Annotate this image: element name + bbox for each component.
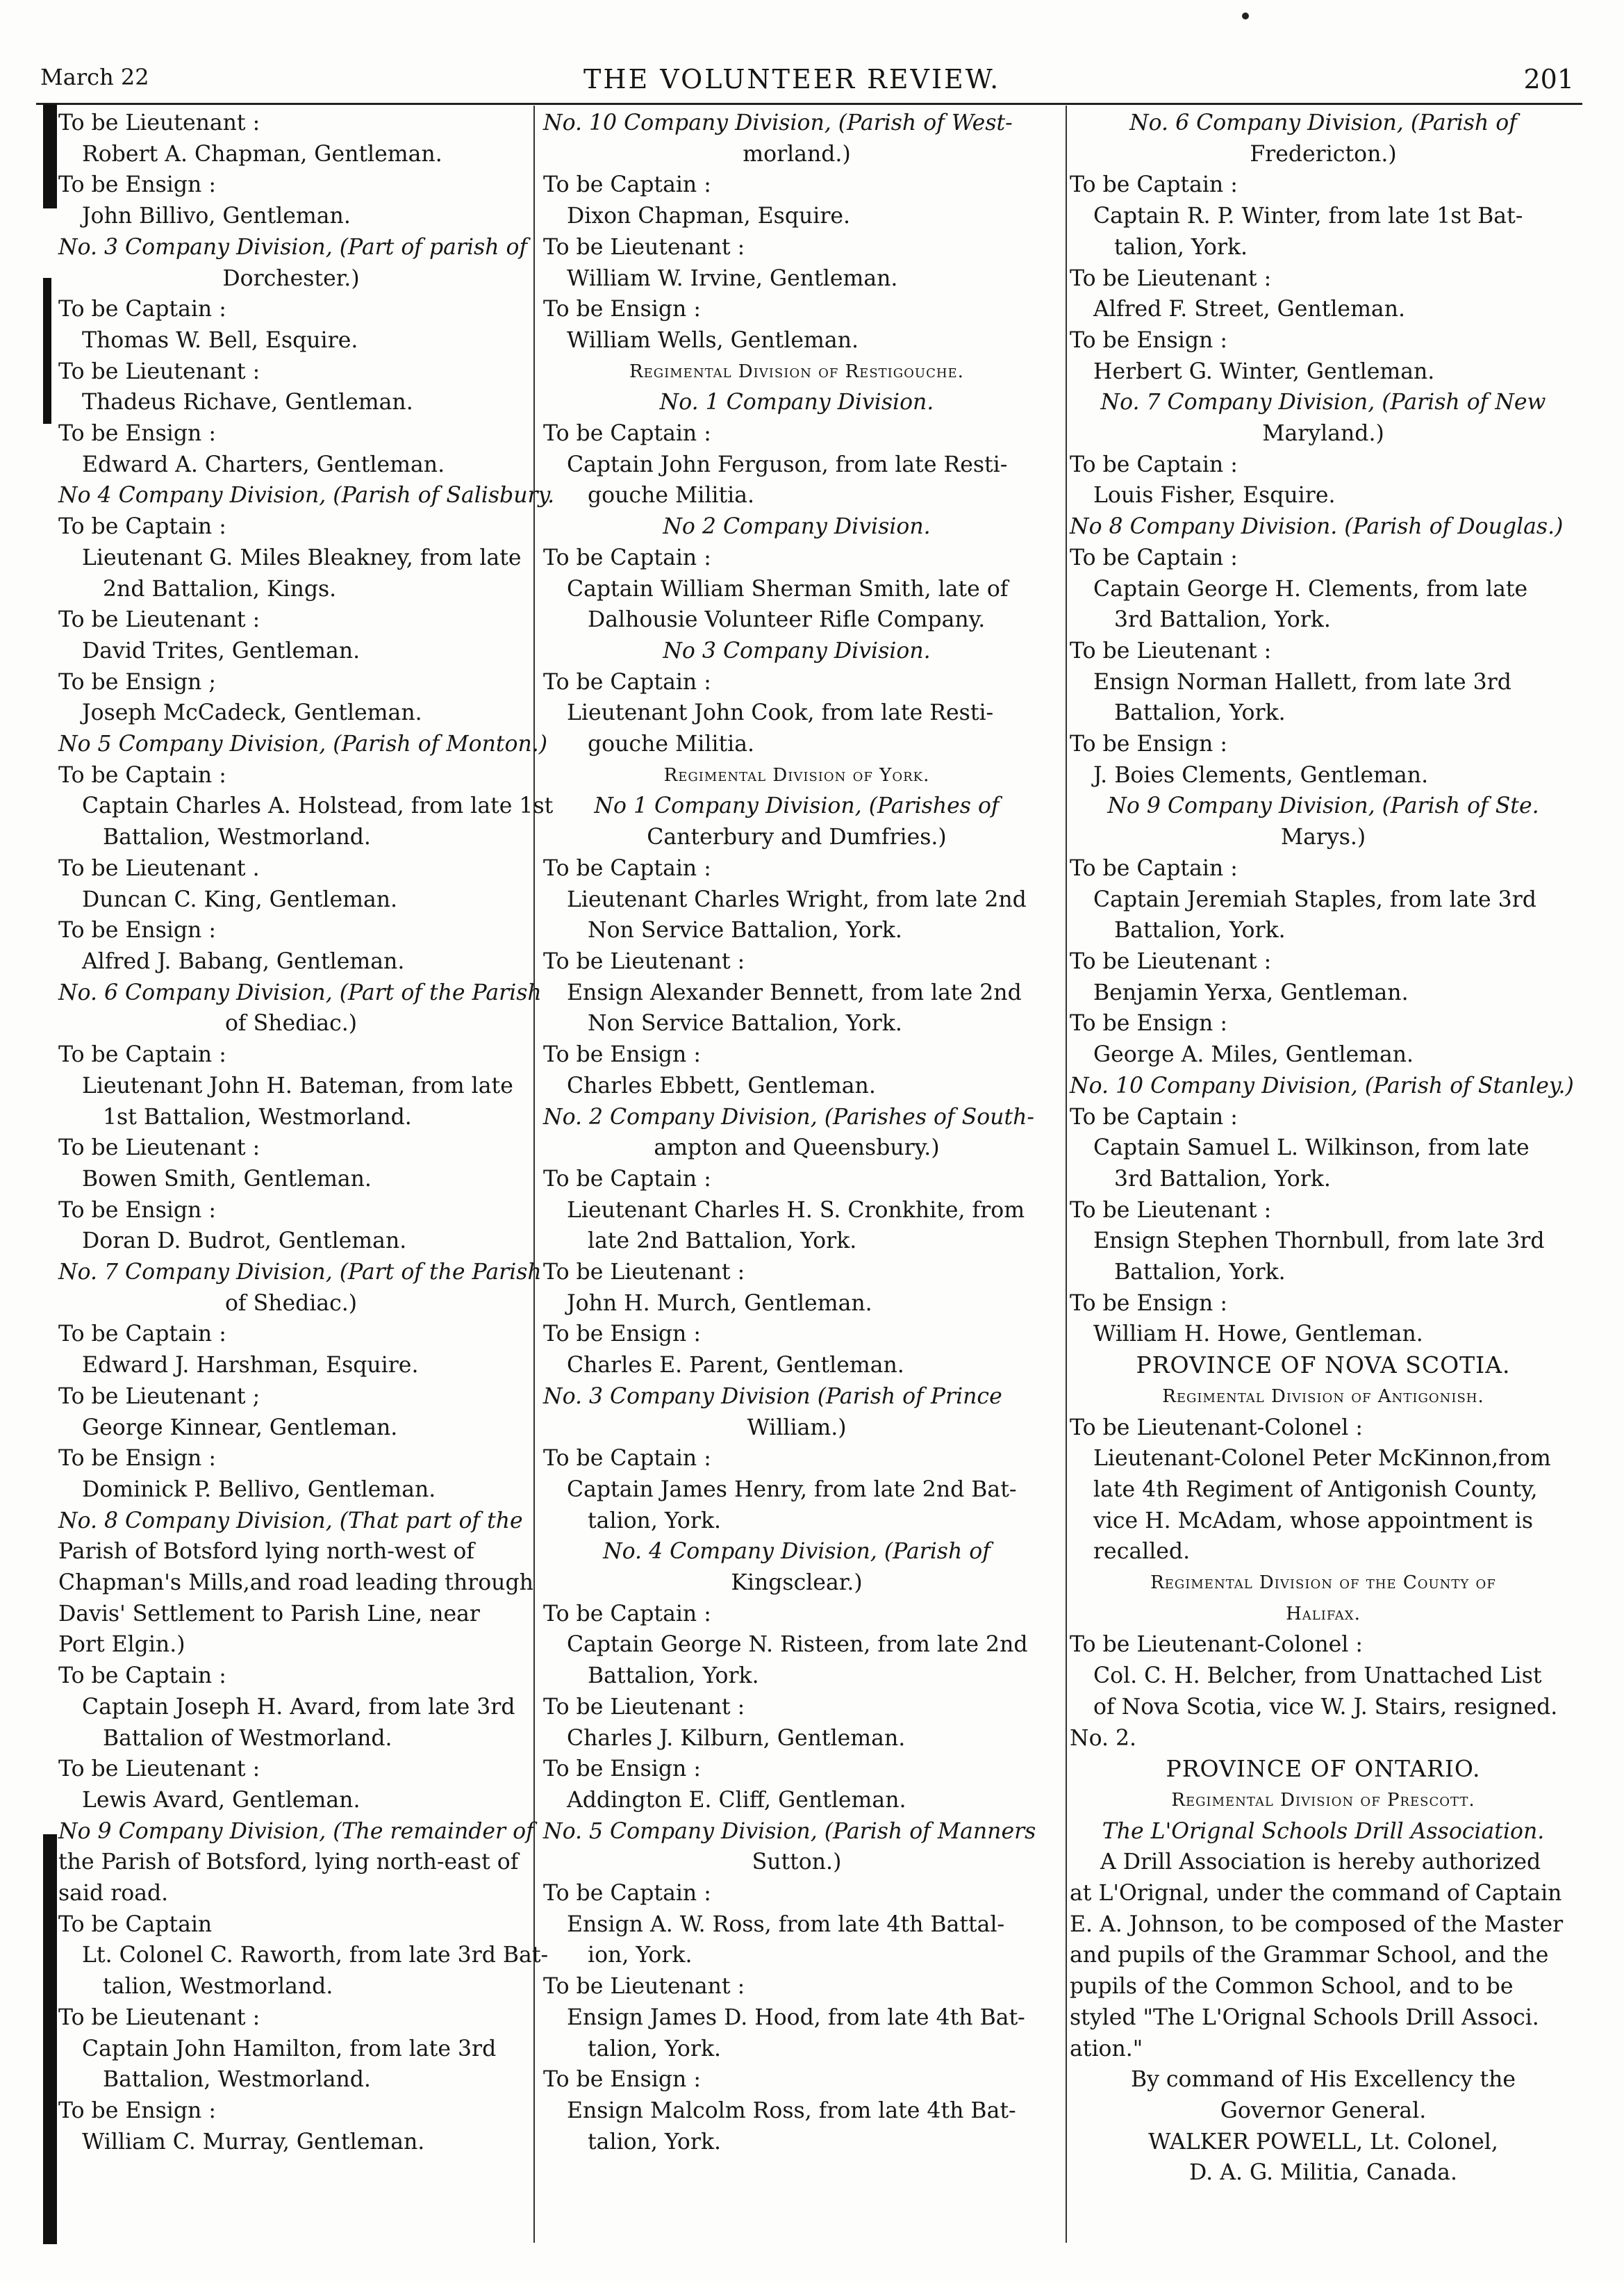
appointee-line: Robert A. Chapman, Gentleman. bbox=[82, 141, 442, 167]
appointee-line: Captain John Ferguson, from late Resti- bbox=[567, 452, 1008, 477]
rank-line: To be Captain : bbox=[1070, 172, 1238, 198]
appointee-line: Captain Charles A. Holstead, from late 1st bbox=[82, 793, 554, 819]
appointee-line: talion, York. bbox=[588, 2129, 722, 2155]
company-division-heading: No 1 Company Division, (Parishes of bbox=[594, 793, 1000, 819]
appointee-line: Alfred F. Street, Gentleman. bbox=[1093, 297, 1406, 322]
text-line: at L'Orignal, under the command of Captain bbox=[1070, 1881, 1562, 1907]
text-line: Dorchester.) bbox=[222, 265, 360, 291]
appointee-line: of Nova Scotia, vice W. J. Stairs, resigned. bbox=[1093, 1694, 1558, 1720]
rank-line: To be Ensign : bbox=[1070, 327, 1227, 353]
header-rule bbox=[36, 103, 1582, 105]
column-divider bbox=[533, 106, 535, 2243]
appointee-line: Lieutenant-Colonel Peter McKinnon,from bbox=[1093, 1446, 1551, 1472]
text-line: Port Elgin.) bbox=[58, 1632, 185, 1658]
rank-line: To be Captain : bbox=[543, 421, 711, 447]
rank-line: To be Captain : bbox=[1070, 545, 1238, 570]
rank-line: To be Ensign : bbox=[58, 172, 216, 198]
rank-line: To be Ensign : bbox=[58, 1197, 216, 1223]
province-heading: PROVINCE OF NOVA SCOTIA. bbox=[1136, 1351, 1511, 1379]
rank-line: To be Captain : bbox=[58, 1663, 226, 1689]
appointee-line: Battalion of Westmorland. bbox=[103, 1725, 392, 1751]
appointee-line: 1st Battalion, Westmorland. bbox=[103, 1104, 412, 1130]
rank-line: To be Ensign : bbox=[543, 1042, 701, 1068]
appointee-line: Addington E. Cliff, Gentleman. bbox=[567, 1787, 906, 1813]
rank-line: To be Lieutenant : bbox=[1070, 1197, 1272, 1223]
appointee-line: Duncan C. King, Gentleman. bbox=[82, 887, 398, 912]
appointee-line: Battalion, Westmorland. bbox=[103, 2067, 371, 2093]
rank-line: To be Ensign : bbox=[543, 1756, 701, 1782]
rank-line: To be Captain : bbox=[1070, 1104, 1238, 1130]
text-line: of Shediac.) bbox=[224, 1290, 358, 1316]
regimental-division-heading: Regimental Division of Antigonish. bbox=[1162, 1385, 1484, 1407]
text-line: ation." bbox=[1070, 2036, 1143, 2061]
appointee-line: Col. C. H. Belcher, from Unattached List bbox=[1093, 1663, 1542, 1689]
column-divider bbox=[1066, 106, 1067, 2243]
company-division-heading: No. 7 Company Division, (Parish of New bbox=[1100, 390, 1546, 415]
rank-line: To be Captain : bbox=[543, 1601, 711, 1627]
text-line: ampton and Queensbury.) bbox=[654, 1135, 940, 1161]
company-division-heading: No. 4 Company Division, (Parish of bbox=[603, 1539, 991, 1565]
appointee-line: Thomas W. Bell, Esquire. bbox=[82, 327, 358, 353]
rank-line: To be Lieutenant : bbox=[1070, 265, 1272, 291]
appointee-line: Herbert G. Winter, Gentleman. bbox=[1093, 359, 1435, 384]
appointee-line: late 2nd Battalion, York. bbox=[588, 1228, 857, 1254]
text-line: E. A. Johnson, to be composed of the Master bbox=[1070, 1911, 1564, 1937]
rank-line: To be Captain : bbox=[543, 172, 711, 198]
company-division-heading: No 9 Company Division, (The remainder of bbox=[58, 1818, 534, 1844]
appointee-line: Dalhousie Volunteer Rifle Company. bbox=[588, 607, 986, 633]
rank-line: To be Ensign : bbox=[1070, 1011, 1227, 1037]
appointee-line: Bowen Smith, Gentleman. bbox=[82, 1166, 372, 1192]
text-line: No. 2. bbox=[1070, 1725, 1137, 1751]
appointee-line: John H. Murch, Gentleman. bbox=[567, 1290, 872, 1316]
regimental-division-heading: Regimental Division of York. bbox=[663, 764, 930, 786]
appointee-line: Louis Fisher, Esquire. bbox=[1093, 483, 1336, 509]
regimental-division-heading: Regimental Division of the County of bbox=[1150, 1572, 1496, 1594]
text-line: Marys.) bbox=[1280, 825, 1366, 850]
company-division-heading: No. 1 Company Division. bbox=[659, 390, 934, 415]
company-division-heading: No 9 Company Division, (Parish of Ste. bbox=[1107, 793, 1539, 819]
appointee-line: Ensign Malcolm Ross, from late 4th Bat- bbox=[567, 2098, 1016, 2123]
rank-line: To be Ensign : bbox=[58, 1446, 216, 1472]
appointee-line: Captain George N. Risteen, from late 2nd bbox=[567, 1632, 1028, 1658]
rank-line: To be Captain : bbox=[58, 297, 226, 322]
rank-line: To be Captain : bbox=[543, 1166, 711, 1192]
text-line: the Parish of Botsford, lying north-east of bbox=[58, 1850, 519, 1875]
appointee-line: William C. Murray, Gentleman. bbox=[82, 2129, 425, 2155]
rank-line: To be Captain bbox=[58, 1911, 213, 1937]
rank-line: To be Lieutenant-Colonel : bbox=[1070, 1415, 1363, 1440]
rank-line: To be Ensign : bbox=[1070, 732, 1227, 757]
appointee-line: talion, York. bbox=[588, 1508, 722, 1533]
text-line: By command of His Excellency the bbox=[1130, 2067, 1516, 2093]
rank-line: To be Captain : bbox=[543, 1446, 711, 1472]
appointee-line: 2nd Battalion, Kings. bbox=[103, 576, 337, 602]
rank-line: To be Lieutenant : bbox=[58, 110, 260, 135]
text-line: Sutton.) bbox=[752, 1850, 842, 1875]
appointee-line: William Wells, Gentleman. bbox=[567, 327, 859, 353]
rank-line: To be Lieutenant : bbox=[1070, 948, 1272, 974]
appointee-line: Joseph McCadeck, Gentleman. bbox=[82, 700, 422, 726]
company-division-heading: No 2 Company Division. bbox=[663, 514, 931, 540]
company-division-heading: No. 8 Company Division, (That part of the bbox=[58, 1508, 523, 1533]
appointee-line: Edward A. Charters, Gentleman. bbox=[82, 452, 445, 477]
rank-line: To be Captain : bbox=[58, 1042, 226, 1068]
appointee-line: vice H. McAdam, whose appointment is bbox=[1093, 1508, 1533, 1533]
rank-line: To be Ensign ; bbox=[58, 669, 216, 695]
rank-line: To be Ensign : bbox=[543, 297, 701, 322]
column-1 bbox=[58, 108, 555, 2157]
appointee-line: talion, Westmorland. bbox=[103, 1974, 333, 2000]
rank-line: To be Ensign : bbox=[58, 918, 216, 944]
appointee-line: Captain Samuel L. Wilkinson, from late bbox=[1093, 1135, 1530, 1161]
company-division-heading: No. 6 Company Division, (Parish of bbox=[1129, 110, 1517, 135]
rank-line: To be Captain : bbox=[543, 855, 711, 881]
scan-edge-shadow bbox=[43, 278, 51, 424]
rank-line: To be Lieutenant : bbox=[1070, 638, 1272, 664]
rank-line: To be Lieutenant : bbox=[58, 2004, 260, 2030]
company-division-heading: No 3 Company Division. bbox=[663, 638, 931, 664]
appointee-line: Lieutenant Charles H. S. Cronkhite, from bbox=[567, 1197, 1025, 1223]
text-line: D. A. G. Militia, Canada. bbox=[1189, 2160, 1457, 2186]
text-line: morland.) bbox=[743, 141, 851, 167]
appointee-line: gouche Militia. bbox=[588, 732, 755, 757]
company-division-heading: No. 7 Company Division, (Part of the Parish bbox=[58, 1260, 542, 1285]
appointee-line: Captain George H. Clements, from late bbox=[1093, 576, 1528, 602]
appointee-line: Lieutenant Charles Wright, from late 2nd bbox=[567, 887, 1027, 912]
text-line: said road. bbox=[58, 1881, 169, 1907]
company-division-heading: No 5 Company Division, (Parish of Monton.) bbox=[58, 732, 548, 757]
company-division-heading: The L'Orignal Schools Drill Association. bbox=[1102, 1818, 1545, 1844]
rank-line: To be Ensign : bbox=[58, 2098, 216, 2123]
rank-line: To be Ensign : bbox=[543, 1321, 701, 1347]
appointee-line: Lieutenant John H. Bateman, from late bbox=[82, 1073, 513, 1098]
appointee-line: Lewis Avard, Gentleman. bbox=[82, 1787, 361, 1813]
appointee-line: Non Service Battalion, York. bbox=[588, 1011, 902, 1037]
text-line: Parish of Botsford lying north-west of bbox=[58, 1539, 474, 1565]
rank-line: To be Captain : bbox=[543, 545, 711, 570]
rank-line: To be Ensign : bbox=[58, 421, 216, 447]
appointee-line: George A. Miles, Gentleman. bbox=[1093, 1042, 1414, 1068]
appointee-line: Ensign A. W. Ross, from late 4th Battal- bbox=[567, 1911, 1005, 1937]
rank-line: To be Lieutenant : bbox=[58, 607, 260, 633]
appointee-line: Captain Joseph H. Avard, from late 3rd bbox=[82, 1694, 515, 1720]
company-division-heading: No. 5 Company Division, (Parish of Manners bbox=[543, 1818, 1036, 1844]
text-line: Davis' Settlement to Parish Line, near bbox=[58, 1601, 480, 1627]
company-division-heading: No. 2 Company Division, (Parishes of South- bbox=[543, 1104, 1035, 1130]
text-line: styled "The L'Orignal Schools Drill Associ. bbox=[1070, 2004, 1539, 2030]
appointee-line: William W. Irvine, Gentleman. bbox=[567, 265, 898, 291]
rank-line: To be Ensign : bbox=[1070, 1290, 1227, 1316]
appointee-line: Captain William Sherman Smith, late of bbox=[567, 576, 1009, 602]
text-line: WALKER POWELL, Lt. Colonel, bbox=[1148, 2129, 1498, 2155]
text-line: A Drill Association is hereby authorized bbox=[1100, 1850, 1541, 1875]
text-line: Kingsclear.) bbox=[731, 1570, 863, 1596]
appointee-line: William H. Howe, Gentleman. bbox=[1093, 1321, 1423, 1347]
text-line: of Shediac.) bbox=[224, 1011, 358, 1037]
appointee-line: Captain Jeremiah Staples, from late 3rd bbox=[1093, 887, 1536, 912]
appointee-line: Battalion, York. bbox=[1114, 1260, 1286, 1285]
appointee-line: Dixon Chapman, Esquire. bbox=[567, 204, 851, 229]
appointee-line: recalled. bbox=[1093, 1539, 1191, 1565]
company-division-heading: No 4 Company Division, (Parish of Salisbury. bbox=[58, 483, 555, 509]
text-line: Canterbury and Dumfries.) bbox=[647, 825, 947, 850]
company-division-heading: No. 10 Company Division, (Parish of Stanley.) bbox=[1070, 1073, 1574, 1098]
appointee-line: Charles J. Kilburn, Gentleman. bbox=[567, 1725, 906, 1751]
appointee-line: Battalion, York. bbox=[1114, 918, 1286, 944]
appointee-line: Alfred J. Babang, Gentleman. bbox=[82, 948, 405, 974]
appointee-line: gouche Militia. bbox=[588, 483, 755, 509]
appointee-line: Dominick P. Bellivo, Gentleman. bbox=[82, 1476, 436, 1502]
appointee-line: Non Service Battalion, York. bbox=[588, 918, 902, 944]
appointee-line: talion, York. bbox=[588, 2036, 722, 2061]
column-2 bbox=[543, 108, 1050, 2157]
regimental-division-heading: Regimental Division of Restigouche. bbox=[629, 361, 964, 382]
appointee-line: Ensign Norman Hallett, from late 3rd bbox=[1093, 669, 1511, 695]
company-division-heading: No. 10 Company Division, (Parish of West- bbox=[543, 110, 1013, 135]
appointee-line: late 4th Regiment of Antigonish County, bbox=[1093, 1476, 1538, 1502]
appointee-line: Captain R. P. Winter, from late 1st Bat- bbox=[1093, 204, 1523, 229]
appointee-line: Charles E. Parent, Gentleman. bbox=[567, 1353, 904, 1378]
appointee-line: Charles Ebbett, Gentleman. bbox=[567, 1073, 876, 1098]
text-line: and pupils of the Grammar School, and the bbox=[1070, 1943, 1549, 1968]
appointee-line: Battalion, York. bbox=[588, 1663, 759, 1689]
appointee-line: 3rd Battalion, York. bbox=[1114, 1166, 1331, 1192]
rank-line: To be Captain : bbox=[1070, 855, 1238, 881]
text-line: Fredericton.) bbox=[1250, 141, 1397, 167]
regimental-division-heading: Regimental Division of Prescott. bbox=[1171, 1789, 1475, 1811]
appointee-line: Captain John Hamilton, from late 3rd bbox=[82, 2036, 497, 2061]
appointee-line: Captain James Henry, from late 2nd Bat- bbox=[567, 1476, 1017, 1502]
province-heading: PROVINCE OF ONTARIO. bbox=[1166, 1755, 1481, 1783]
appointee-line: Ensign James D. Hood, from late 4th Bat- bbox=[567, 2004, 1025, 2030]
appointee-line: Lieutenant G. Miles Bleakney, from late bbox=[82, 545, 522, 570]
appointee-line: 3rd Battalion, York. bbox=[1114, 607, 1331, 633]
rank-line: To be Lieutenant-Colonel : bbox=[1070, 1632, 1363, 1658]
rank-line: To be Captain : bbox=[543, 1881, 711, 1907]
appointee-line: Edward J. Harshman, Esquire. bbox=[82, 1353, 419, 1378]
appointee-line: Thadeus Richave, Gentleman. bbox=[82, 390, 413, 415]
rank-line: To be Captain : bbox=[1070, 452, 1238, 477]
text-line: Chapman's Mills,and road leading through bbox=[58, 1570, 533, 1596]
rank-line: To be Lieutenant : bbox=[58, 1756, 260, 1782]
header-page-number: 201 bbox=[1523, 64, 1574, 94]
header-title: THE VOLUNTEER REVIEW. bbox=[583, 64, 1001, 94]
text-line: pupils of the Common School, and to be bbox=[1070, 1974, 1514, 2000]
rank-line: To be Captain : bbox=[58, 514, 226, 540]
appointee-line: George Kinnear, Gentleman. bbox=[82, 1415, 398, 1440]
appointee-line: ion, York. bbox=[588, 1943, 693, 1968]
appointee-line: Benjamin Yerxa, Gentleman. bbox=[1093, 980, 1409, 1005]
rank-line: To be Lieutenant : bbox=[543, 948, 745, 974]
appointee-line: Ensign Alexander Bennett, from late 2nd bbox=[567, 980, 1022, 1005]
appointee-line: Ensign Stephen Thornbull, from late 3rd bbox=[1093, 1228, 1545, 1254]
company-division-heading: No. 6 Company Division, (Part of the Parish bbox=[58, 980, 542, 1005]
rank-line: To be Lieutenant ; bbox=[58, 1383, 260, 1409]
company-division-heading: No 8 Company Division. (Parish of Douglas.) bbox=[1070, 514, 1564, 540]
company-division-heading: No. 3 Company Division (Parish of Prince bbox=[543, 1383, 1002, 1409]
appointee-line: John Billivo, Gentleman. bbox=[82, 204, 351, 229]
ink-dot bbox=[1242, 13, 1249, 19]
rank-line: To be Captain : bbox=[543, 669, 711, 695]
rank-line: To be Ensign : bbox=[543, 2067, 701, 2093]
rank-line: To be Captain : bbox=[58, 762, 226, 788]
rank-line: To be Lieutenant : bbox=[543, 1694, 745, 1720]
appointee-line: Lieutenant John Cook, from late Resti- bbox=[567, 700, 994, 726]
company-division-heading: No. 3 Company Division, (Part of parish of bbox=[58, 234, 528, 260]
header-date: March 22 bbox=[40, 64, 149, 90]
rank-line: To be Lieutenant : bbox=[543, 234, 745, 260]
appointee-line: J. Boies Clements, Gentleman. bbox=[1093, 762, 1429, 788]
appointee-line: Lt. Colonel C. Raworth, from late 3rd Bat- bbox=[82, 1943, 549, 1968]
rank-line: To be Lieutenant . bbox=[58, 855, 260, 881]
regimental-division-heading: Halifax. bbox=[1286, 1603, 1361, 1624]
column-3 bbox=[1070, 108, 1577, 2189]
appointee-line: Battalion, York. bbox=[1114, 700, 1286, 726]
appointee-line: Doran D. Budrot, Gentleman. bbox=[82, 1228, 407, 1254]
scan-edge-shadow bbox=[43, 1834, 57, 2244]
scan-edge-shadow bbox=[43, 104, 57, 208]
appointee-line: Battalion, Westmorland. bbox=[103, 825, 371, 850]
appointee-line: talion, York. bbox=[1114, 234, 1248, 260]
appointee-line: David Trites, Gentleman. bbox=[82, 638, 361, 664]
text-line: Maryland.) bbox=[1262, 421, 1384, 447]
text-line: William.) bbox=[747, 1415, 847, 1440]
rank-line: To be Lieutenant : bbox=[543, 1974, 745, 2000]
rank-line: To be Lieutenant : bbox=[58, 359, 260, 384]
text-line: Governor General. bbox=[1220, 2098, 1427, 2123]
rank-line: To be Captain : bbox=[58, 1321, 226, 1347]
rank-line: To be Lieutenant : bbox=[543, 1260, 745, 1285]
rank-line: To be Lieutenant : bbox=[58, 1135, 260, 1161]
